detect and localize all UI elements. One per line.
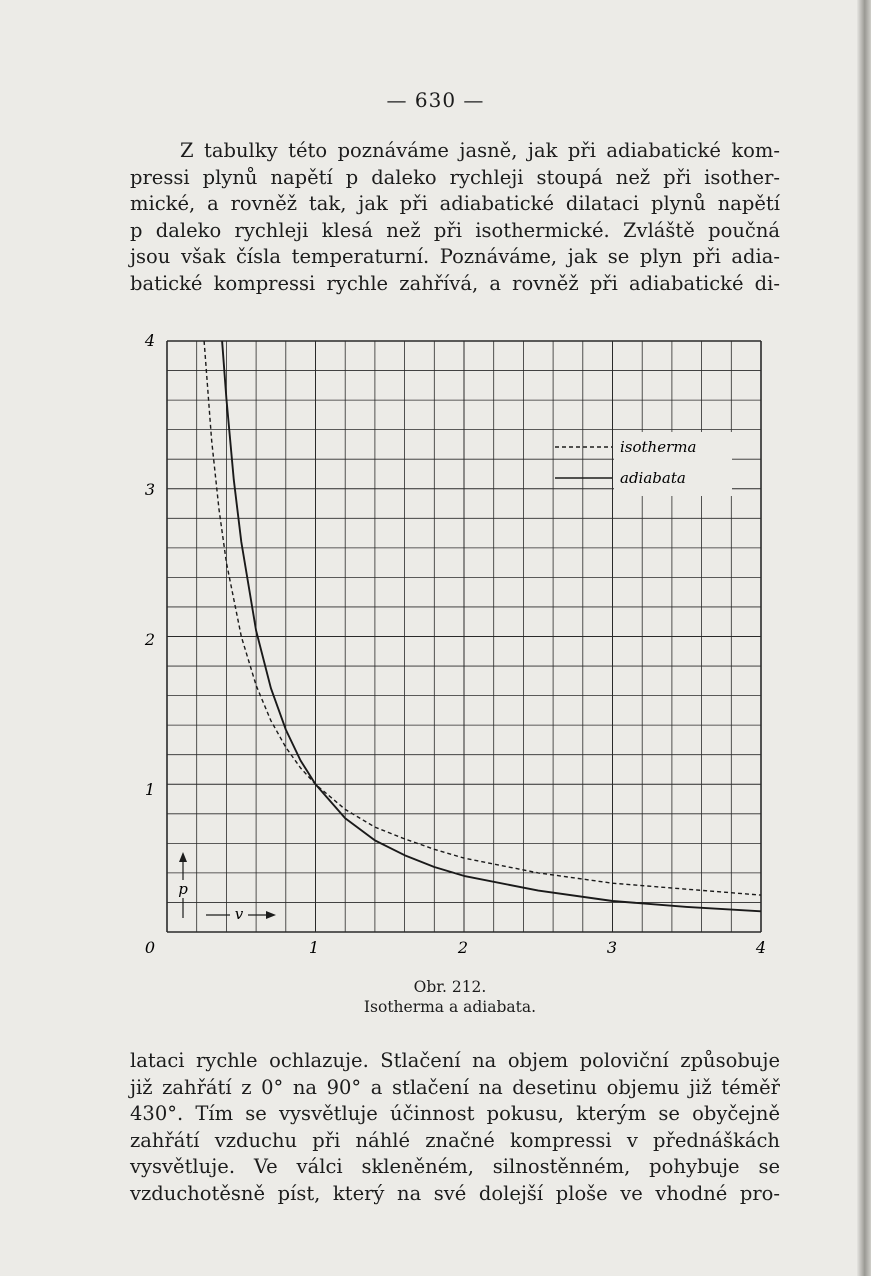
y-tick-label: 1 xyxy=(144,780,156,799)
figure-number: Obr. 212. xyxy=(413,978,487,996)
chart-legend xyxy=(555,432,732,496)
x-tick-label: 3 xyxy=(606,938,618,957)
page-number: — 630 — xyxy=(386,88,485,112)
chart-series-group xyxy=(204,341,761,911)
axis-direction-inset xyxy=(175,852,276,923)
text-line: Z tabulky této poznáváme jasně, jak při adiabatické kom- xyxy=(180,139,780,162)
text-line: zahřátí vzduchu při náhlé značné kompressi v přednáškách xyxy=(130,1128,780,1152)
text-line: vysvětluje. Ve válci skleněném, silnostěnném, pohybuje se xyxy=(130,1155,780,1178)
text-line: batické kompressi rychle zahřívá, a rovněž při adiabatické di- xyxy=(130,271,780,295)
v-arrow-head xyxy=(266,911,276,919)
series-isotherma-curve xyxy=(204,341,761,895)
text-line: vzduchotěsně píst, který na své dolejší ploše ve vhodné pro- xyxy=(130,1181,780,1205)
p-arrow-head xyxy=(179,852,187,862)
figure-caption: Isotherma a adiabata. xyxy=(363,998,537,1016)
v-axis-label: v xyxy=(234,905,244,923)
paragraph-bottom xyxy=(130,1048,780,1207)
y-tick-label: 3 xyxy=(144,480,156,499)
chart-tick-labels xyxy=(144,331,766,957)
x-tick-label: 1 xyxy=(308,938,320,957)
p-axis-label: p xyxy=(178,880,188,898)
text-line: pressi plynů napětí p daleko rychleji stoupá než při isother- xyxy=(130,165,780,189)
text-line: jsou však čísla temperaturní. Poznáváme, jak se plyn při adia- xyxy=(130,245,780,268)
y-tick-label: 2 xyxy=(144,630,156,649)
text-line: 430°. Tím se vysvětluje účinnost pokusu, kterým se obyčejně xyxy=(130,1102,780,1125)
chart-grid xyxy=(167,341,761,932)
legend-isotherma-label: isotherma xyxy=(620,438,697,456)
x-tick-label: 2 xyxy=(457,938,469,957)
text-line: mické, a rovněž tak, jak při adiabatické dilataci plynů napětí xyxy=(130,192,780,215)
text-line: p daleko rychleji klesá než při isothermické. Zvláště poučná xyxy=(130,218,780,242)
x-tick-label: 0 xyxy=(144,938,156,957)
text-line: lataci rychle ochlazuje. Stlačení na objem poloviční způsobuje xyxy=(130,1049,780,1072)
y-tick-label: 4 xyxy=(144,331,156,350)
series-adiabata-curve xyxy=(222,341,761,911)
text-line: již zahřátí z 0° na 90° a stlačení na desetinu objemu již téměř xyxy=(130,1075,780,1099)
legend-adiabata-label: adiabata xyxy=(620,469,686,487)
x-tick-label: 4 xyxy=(755,938,767,957)
